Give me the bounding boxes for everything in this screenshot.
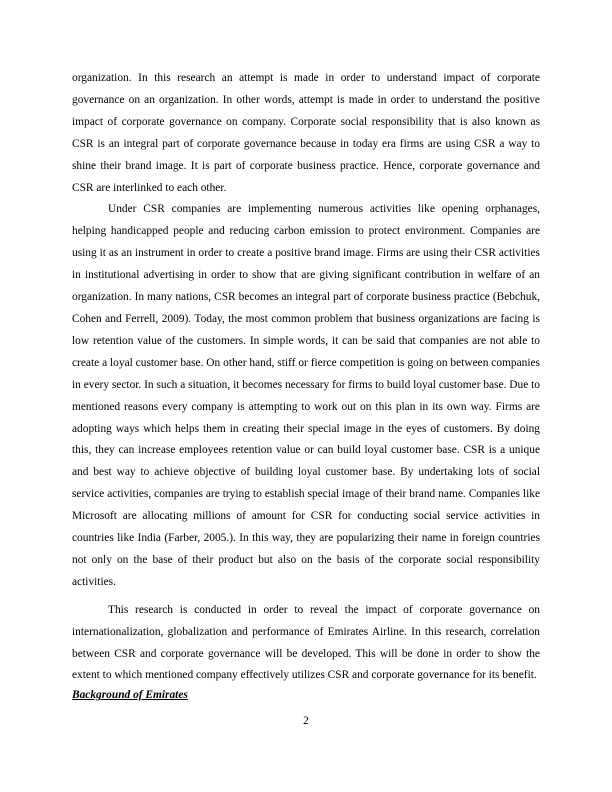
- document-page: [72, 68, 540, 703]
- paragraph-research-purpose: This research is conducted in order to reveal the impact of corporate governance on internationalization, globalization and performance of Emirates Airline. In this research, correlation between CSR and corporate governance will be developed. This will be done in order to show the extent to which mentioned company effectively utilizes CSR and corporate governance for its benefit.: [72, 603, 540, 682]
- paragraph-csr-activities: Under CSR companies are implementing numerous activities like opening orphanages, helping handicapped people and reducing carbon emission to protect environment. Companies are using it as an instrument in order to create a positive brand image. Firms are using their CSR activities in institutional advertising in order to show that are giving significant contribution in welfare of an organization. In many nations, CSR becomes an integral part of corporate business practice (Bebchuk, Cohen and Ferrell, 2009). Today, the most common problem that business organizations are facing is low retention value of the customers. In simple words, it can be said that companies are not able to create a loyal customer base. On other hand, stiff or fierce competition is going on between companies in every sector. In such a situation, it becomes necessary for firms to build loyal customer base. Due to mentioned reasons every company is attempting to work out on this plan in its own way. Firms are adopting ways which helps them in creating their special image in the eyes of customers. By doing this, they can increase employees retention value or can build loyal customer base. CSR is a unique and best way to achieve objective of building loyal customer base. By undertaking lots of social service activities, companies are trying to establish special image of their brand name. Companies like Microsoft are allocating millions of amount for CSR for conducting social service activities in countries like India (Farber, 2005.). In this way, they are popularizing their name in foreign countries not only on the base of their product but also on the basis of the corporate social responsibility activities.: [72, 203, 540, 588]
- page-number: 2: [303, 715, 309, 727]
- paragraph-intro-continued: organization. In this research an attempt is made in order to understand impact of corporate governance on an organization. In other words, attempt is made in order to understand the positive impact of corporate governance on company. Corporate social responsibility that is also known as CSR is an integral part of corporate governance because in today era firms are using CSR a way to shine their brand image. It is part of corporate business practice. Hence, corporate governance and CSR are interlinked to each other.: [72, 72, 540, 194]
- section-heading-background: Background of Emirates: [72, 689, 188, 702]
